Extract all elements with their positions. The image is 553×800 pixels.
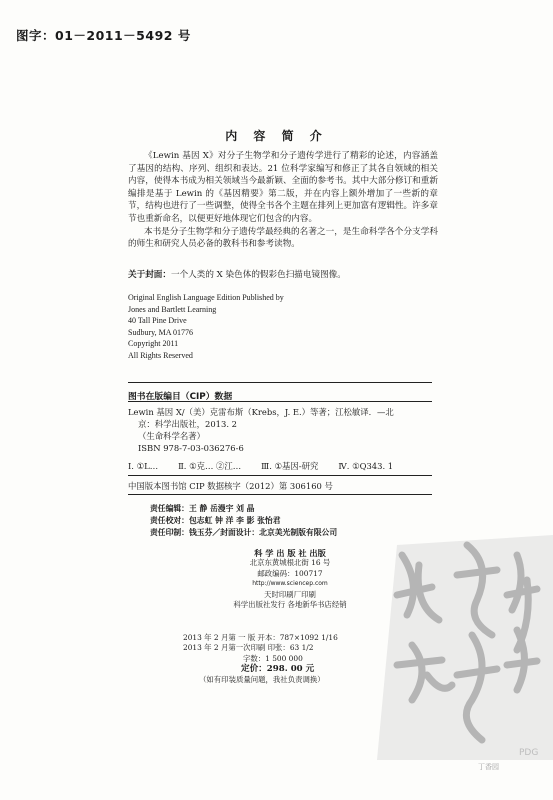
cover-note xyxy=(128,268,438,280)
cip-isbn: ISBN 978-7-03-036276-6 xyxy=(138,443,244,453)
credit-line: 责任校对：包志虹 钟 洋 李 影 张怡君 xyxy=(150,516,281,525)
intro-paragraph: 本书是分子生物学和分子遗传学最经典的名著之一，是生命科学各个分支学科的师生和研究人员必备的教科书和参考读物。 xyxy=(128,226,438,250)
cip-class: Ⅱ. ①克… ②江… xyxy=(178,461,242,471)
cip-series: （生命科学名著） xyxy=(138,431,205,441)
word-count: 字数：1 500 000 xyxy=(243,653,303,663)
publisher-url: http://www.sciencep.com xyxy=(252,580,328,588)
english-line: Copyright 2011 xyxy=(128,339,179,349)
cip-top-rule xyxy=(128,382,432,383)
content-intro-title: 内 容 简 介 xyxy=(225,129,328,143)
credit-line: 责任编辑：王 静 岳漫宇 刘 晶 xyxy=(150,504,255,513)
content-intro-body xyxy=(128,150,438,251)
book-permit-number: 图字：01－2011－5492 号 xyxy=(16,28,191,43)
site-watermark: 丁香园 xyxy=(478,763,499,771)
edition-line: 2013 年 2 月第一次印刷 印张：63 1/2 xyxy=(183,643,314,653)
cip-bottom-rule xyxy=(128,475,432,476)
publisher-postcode: 邮政编码：100717 xyxy=(257,568,323,578)
quality-notice: （如有印装质量问题，我社负责调换） xyxy=(199,674,325,684)
cover-label: 关于封面： xyxy=(128,270,171,280)
cip-class: Ⅲ. ①基因-研究 xyxy=(261,461,319,471)
english-line: Original English Language Edition Published by xyxy=(128,293,284,302)
english-line: Jones and Bartlett Learning xyxy=(128,304,217,314)
cip-title-rule xyxy=(128,401,432,402)
cip-title: 图书在版编目（CIP）数据 xyxy=(128,392,233,402)
publisher-name: 科 学 出 版 社 出版 xyxy=(254,548,326,558)
intro-paragraph: 《Lewin 基因 X》对分子生物学和分子遗传学进行了精彩的论述，内容涵盖了基因的结构、序列、组织和表达。21 位科学家编写和修正了其各自领域的相关内容，使得本书成为相关领域当今最新颖、全面的参考书。其中大部分修订和重新编排是基于 Lewin 的《基因精要》第二版，并在内容上额外增加了一些新的章节，结构也进行了一些调整，使得全书各个主题在排列上更加富有逻辑性。许多章节也重新命名，以便更好地体现它们包含的内容。 xyxy=(128,151,438,224)
cip-classification-row xyxy=(128,460,432,472)
cip-class: Ⅰ. ①L… xyxy=(128,461,159,471)
distributor: 科学出版社发行 各地新华书店经销 xyxy=(233,600,347,610)
library-stamp-watermark xyxy=(357,515,553,760)
english-copyright-block xyxy=(128,292,428,362)
cover-text: 一个人类的 X 染色体的假彩色扫描电镜图像。 xyxy=(170,270,346,280)
cip-end-rule xyxy=(128,494,432,495)
cip-class: Ⅳ. ①Q343. 1 xyxy=(338,461,394,471)
cip-record xyxy=(128,406,432,472)
price: 定价：298. 00 元 xyxy=(241,664,315,675)
publisher-address: 北京东黄城根北街 16 号 xyxy=(249,558,331,568)
english-line: All Rights Reserved xyxy=(128,350,193,360)
edition-line: 2013 年 2 月第 一 版 开本：787×1092 1/16 xyxy=(183,633,338,642)
english-line: Sudbury, MA 01776 xyxy=(128,327,194,337)
english-line: 40 Tall Pine Drive xyxy=(128,316,187,326)
printer: 天时印刷厂印刷 xyxy=(264,589,316,599)
cip-line: Lewin 基因 X/（美）克雷布斯（Krebs，J. E.）等著；江松敏译．—北 xyxy=(128,407,394,417)
cip-line: 京：科学出版社，2013. 2 xyxy=(138,419,237,429)
stamp-text: PDG xyxy=(519,748,539,758)
cip-number: 中国版本图书馆 CIP 数据核字（2012）第 306160 号 xyxy=(128,481,333,491)
credit-line: 责任印制：钱玉芬／封面设计：北京美光制版有限公司 xyxy=(150,528,338,537)
